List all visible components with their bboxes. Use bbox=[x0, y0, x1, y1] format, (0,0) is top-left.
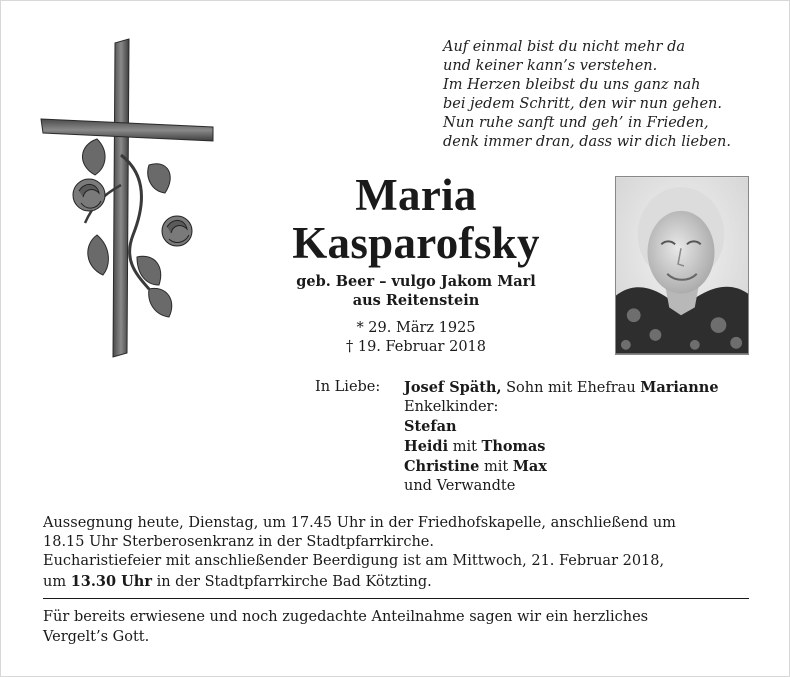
grandchildren-label: Enkelkinder: bbox=[404, 399, 499, 416]
mourner-name: Thomas bbox=[481, 437, 546, 455]
poem-line: und keiner kann’s verstehen. bbox=[443, 58, 658, 74]
poem-line: Im Herzen bleibst du uns ganz nah bbox=[443, 77, 701, 93]
mourner-name: Stefan bbox=[404, 418, 457, 436]
poem-line: bei jedem Schritt, den wir nun gehen. bbox=[443, 96, 722, 112]
divider bbox=[43, 598, 749, 599]
poem-line: Nun ruhe sanft und geh’ in Frieden, bbox=[443, 115, 709, 131]
service-text: um bbox=[43, 573, 71, 590]
service-line: 18.15 Uhr Sterberosenkranz in der Stadtpfarrkirche. bbox=[43, 534, 434, 551]
mourners-list bbox=[404, 378, 719, 496]
birth-date: * 29. März 1925 bbox=[356, 320, 476, 336]
death-date: † 19. Februar 2018 bbox=[345, 339, 486, 355]
service-line: Eucharistiefeier mit anschließender Beerdigung ist am Mittwoch, 21. Februar 2018, bbox=[43, 553, 665, 570]
poem-line: denk immer dran, dass wir dich lieben. bbox=[443, 134, 731, 150]
mourner-connector: mit bbox=[479, 458, 513, 475]
relatives-line: und Verwandte bbox=[404, 478, 516, 495]
mourner-row bbox=[404, 378, 719, 398]
mourner-relation: Sohn mit Ehefrau bbox=[501, 380, 641, 396]
thanks-note bbox=[43, 607, 755, 647]
thanks-line: Für bereits erwiesene und noch zugedachte Anteilnahme sagen wir ein herzliches bbox=[43, 609, 649, 625]
mourner-name: Josef Späth, bbox=[404, 379, 502, 396]
poem bbox=[443, 38, 773, 152]
maiden-name-line: geb. Beer – vulgo Jakom Marl bbox=[296, 273, 536, 290]
mourners-label: In Liebe: bbox=[315, 379, 381, 395]
mourner-row bbox=[404, 457, 719, 477]
mourner-connector: mit bbox=[448, 438, 482, 455]
mourner-name: Christine bbox=[404, 457, 480, 475]
portrait-photo bbox=[615, 176, 749, 355]
origin-line: aus Reitenstein bbox=[352, 292, 480, 309]
deceased-last-name: Kasparofsky bbox=[292, 218, 540, 268]
mourner-row bbox=[404, 437, 719, 457]
deceased-first-name: Maria bbox=[355, 170, 477, 220]
poem-line: Auf einmal bist du nicht mehr da bbox=[443, 39, 686, 55]
service-line: Aussegnung heute, Dienstag, um 17.45 Uhr in der Friedhofskapelle, anschließend um bbox=[43, 515, 676, 531]
service-details bbox=[43, 514, 755, 592]
mourner-name: Heidi bbox=[404, 437, 449, 455]
service-time: 13.30 Uhr bbox=[70, 572, 152, 590]
mourner-name: Max bbox=[512, 457, 547, 475]
cross-with-roses-icon bbox=[37, 35, 217, 365]
service-text: in der Stadtpfarrkirche Bad Kötzting. bbox=[151, 573, 432, 590]
service-line bbox=[43, 572, 755, 592]
mourner-name: Marianne bbox=[640, 379, 719, 396]
thanks-line: Vergelt’s Gott. bbox=[43, 629, 150, 645]
